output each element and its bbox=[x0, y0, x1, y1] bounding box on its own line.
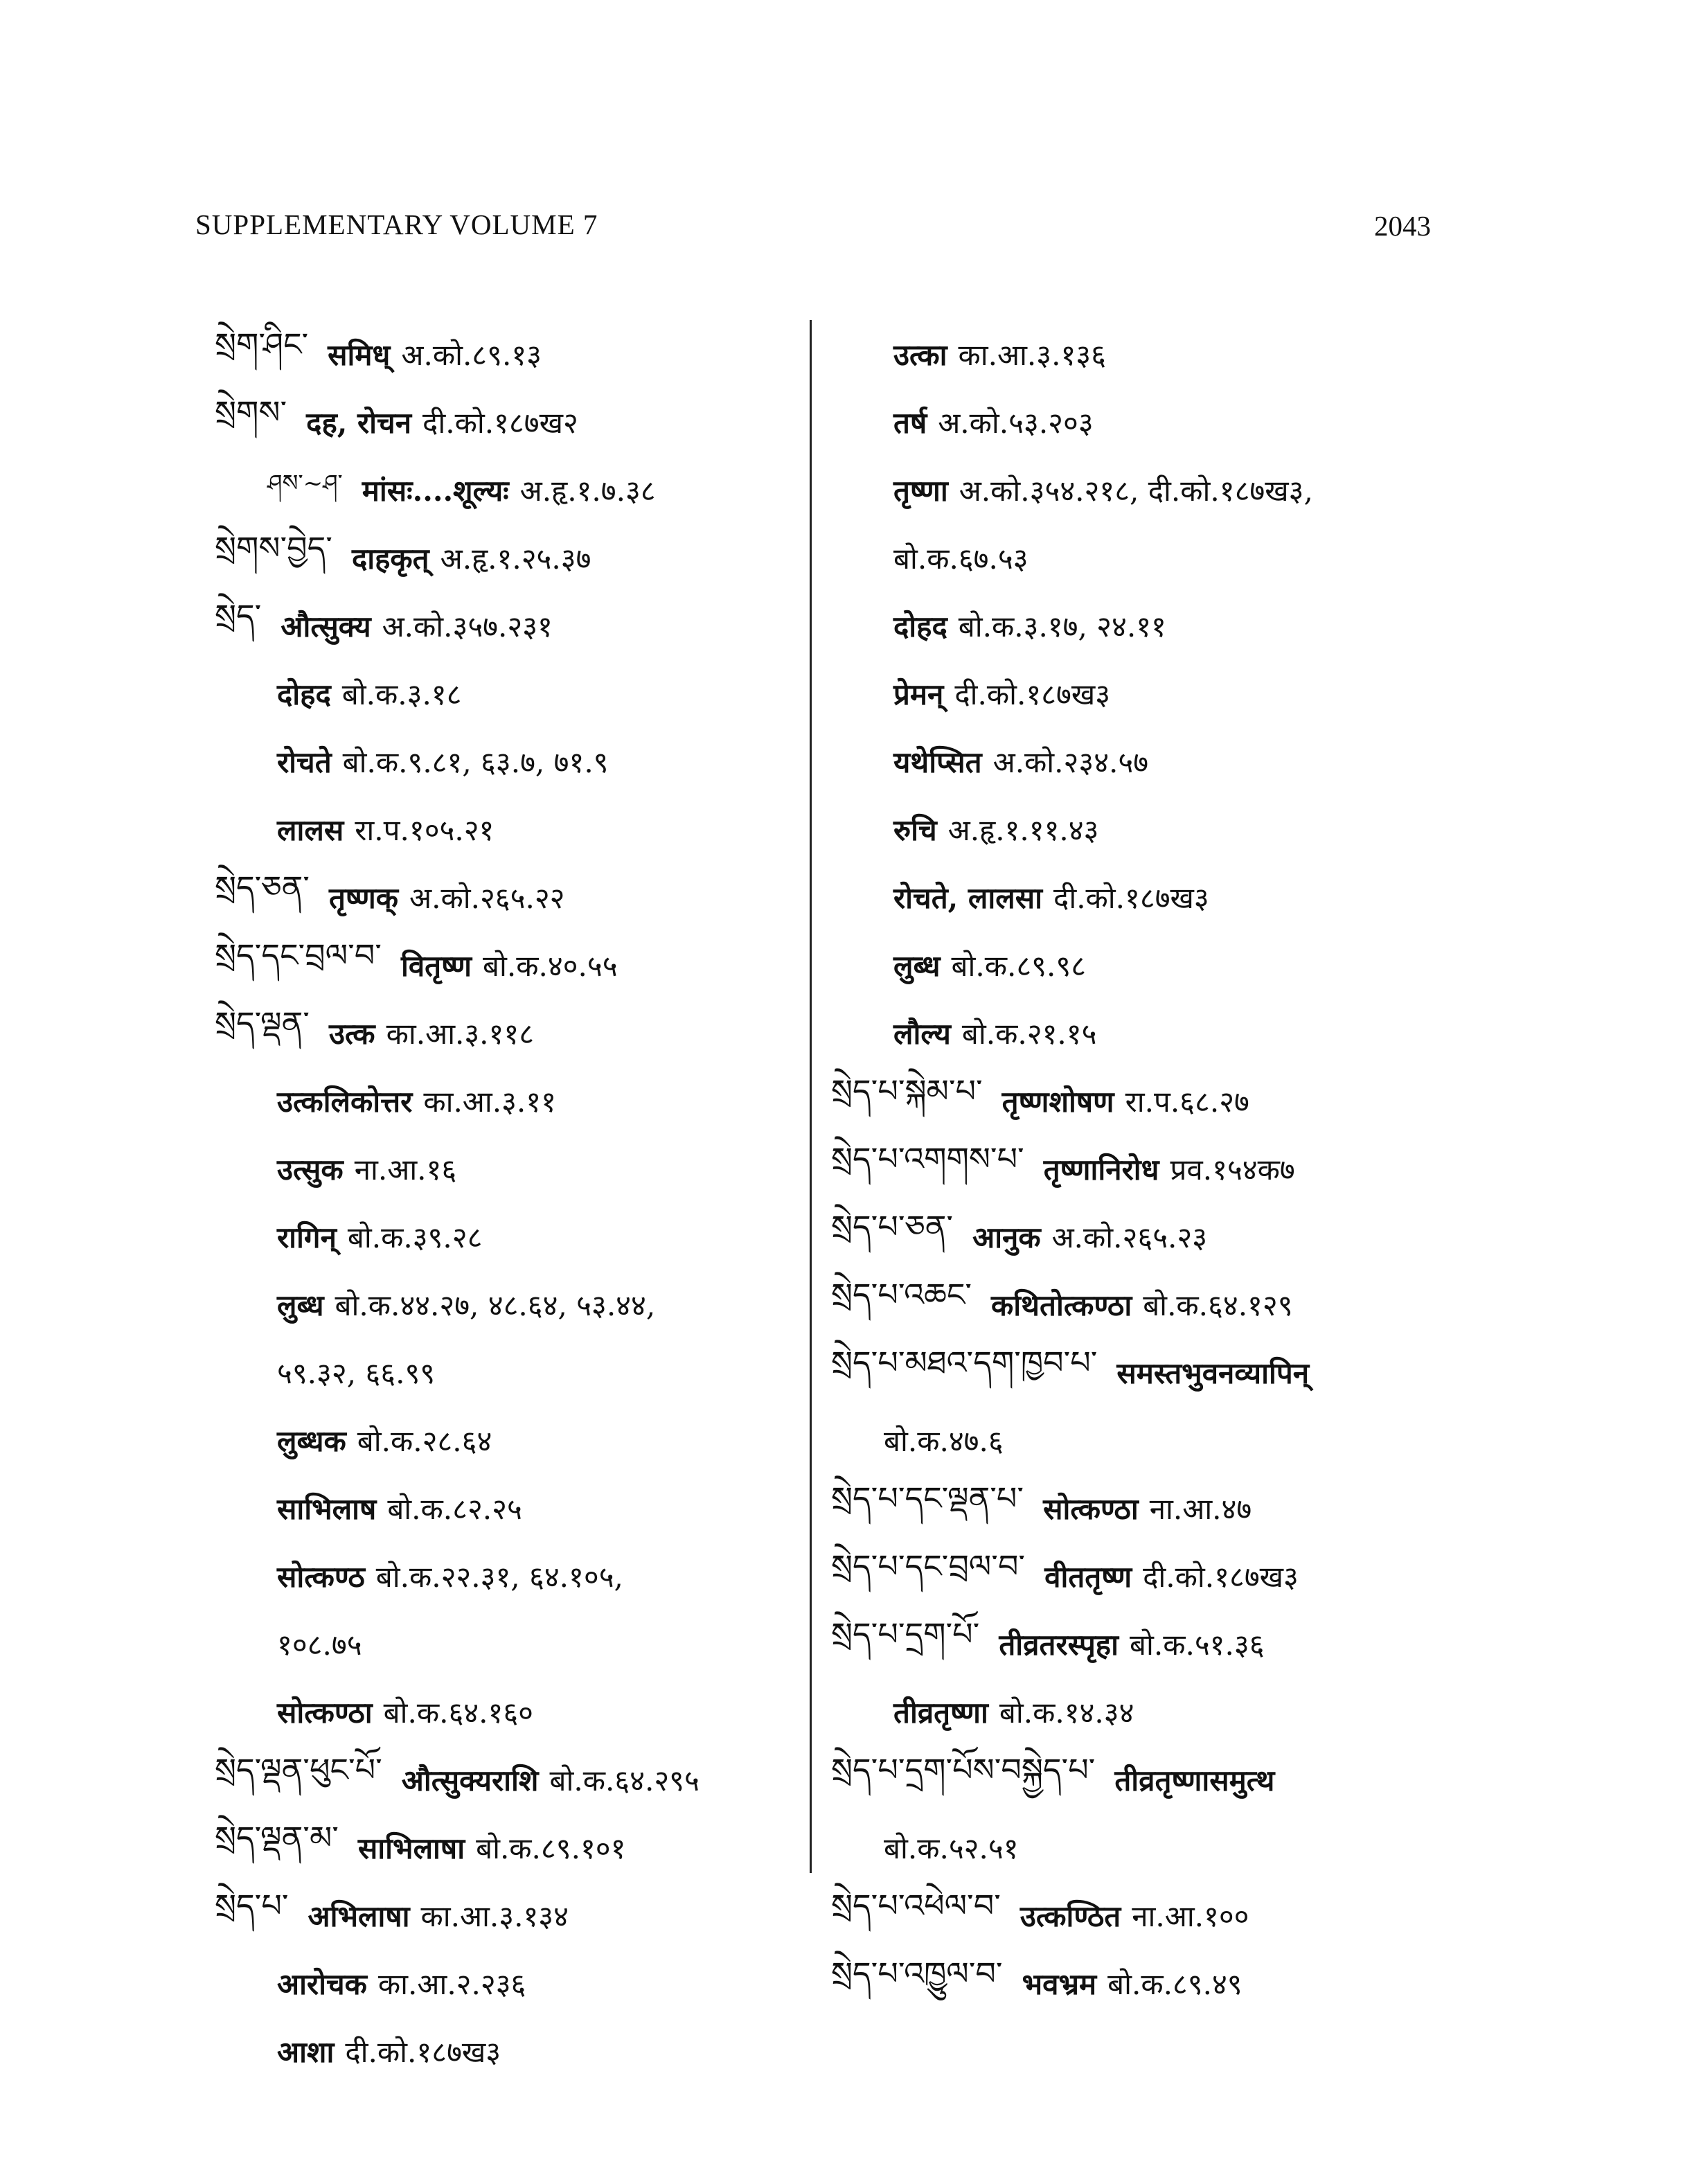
source-reference: बो.क.६७.५३ bbox=[893, 541, 1028, 576]
source-reference: ना.आ.४७ bbox=[1149, 1491, 1252, 1526]
source-reference: बो.क.८९.९८ bbox=[951, 948, 1087, 983]
source-reference: अ.हृ.१.२५.३७ bbox=[440, 541, 591, 576]
sanskrit-term: मांसः....शूल्यः bbox=[362, 473, 509, 508]
source-reference: बो.क.३.१७, २४.११ bbox=[958, 609, 1166, 643]
tibetan-headword: སྲེད་པ་ཅན་ bbox=[831, 1207, 954, 1245]
dictionary-entry-line bbox=[831, 320, 1468, 388]
dictionary-entry-line bbox=[215, 1949, 803, 2017]
source-reference: बो.क.३९.२८ bbox=[347, 1220, 483, 1254]
dictionary-entry-line bbox=[831, 931, 1468, 999]
sanskrit-term: दह, रोचन bbox=[306, 405, 412, 440]
source-reference: दी.को.१८७ख३ bbox=[1053, 880, 1209, 915]
sanskrit-term: यथेप्सित bbox=[893, 745, 982, 779]
tibetan-headword: སྲེགས་ bbox=[215, 393, 287, 431]
source-reference: बो.क.८९.१०१ bbox=[476, 1831, 626, 1865]
sanskrit-term: तृष्णशोषण bbox=[1001, 1084, 1114, 1119]
dictionary-entry-line bbox=[831, 863, 1468, 931]
tibetan-headword: སྲེད་པ་མཐའ་དག་ཁྱབ་པ་ bbox=[831, 1343, 1098, 1381]
source-reference: बो.क.५१.३६ bbox=[1130, 1627, 1265, 1662]
source-reference: का.आ.३.११८ bbox=[386, 1016, 535, 1051]
source-reference: बो.क.८२.२५ bbox=[387, 1491, 522, 1526]
source-reference: का.आ.२.२३६ bbox=[377, 1967, 526, 2001]
source-reference: ५९.३२, ६६.९९ bbox=[277, 1356, 436, 1390]
sanskrit-term: तृष्णा bbox=[893, 473, 948, 508]
source-reference: अ.को.८९.१३ bbox=[401, 337, 542, 372]
source-reference: बो.क.२८.६४ bbox=[357, 1423, 492, 1458]
source-reference: बो.क.६४.१६० bbox=[383, 1695, 534, 1730]
dictionary-entry-line bbox=[215, 999, 803, 1067]
sanskrit-term: रुचि bbox=[893, 813, 937, 847]
tibetan-headword: སྲེད་ལྡན་མ་ bbox=[215, 1818, 339, 1856]
sanskrit-term: साभिलाष bbox=[277, 1491, 377, 1526]
tibetan-headword: སྲེད་པ་སྐེམ་པ་ bbox=[831, 1072, 983, 1110]
sanskrit-term: दोहद bbox=[893, 609, 947, 643]
source-reference: अ.को.२३४.५७ bbox=[992, 745, 1149, 779]
source-reference: १०८.७५ bbox=[277, 1627, 362, 1662]
source-reference: ना.आ.१६ bbox=[354, 1152, 457, 1187]
source-reference: दी.को.१८७ख३ bbox=[345, 2034, 501, 2069]
tibetan-headword: སྲེགས་བྱེད་ bbox=[215, 529, 332, 567]
source-reference: अ.को.३५४.२१८, दी.को.१८७ख३, bbox=[959, 473, 1313, 508]
sanskrit-term: भवभ्रम bbox=[1022, 1967, 1097, 2001]
tibetan-headword: སྲེད་ bbox=[215, 596, 262, 634]
dictionary-entry-line bbox=[831, 1746, 1468, 1813]
sanskrit-term: समस्तभुवनव्यापिन् bbox=[1116, 1356, 1310, 1390]
sanskrit-term: तीव्रतरस्पृहा bbox=[999, 1627, 1119, 1662]
source-reference: बो.क.६४.१२९ bbox=[1143, 1288, 1293, 1322]
source-reference: अ.हृ.१.११.४३ bbox=[947, 813, 1099, 847]
source-reference: बो.क.५२.५१ bbox=[884, 1831, 1019, 1865]
page-number: 2043 bbox=[1374, 210, 1431, 242]
dictionary-entry-line bbox=[215, 320, 803, 388]
tibetan-headword: སྲེད་པ་འགགས་པ་ bbox=[831, 1139, 1024, 1178]
source-reference: प्रव.१५४क७ bbox=[1170, 1152, 1295, 1187]
sanskrit-term: लुब्ध bbox=[893, 948, 941, 983]
sanskrit-term: उत्सुक bbox=[277, 1152, 344, 1187]
sanskrit-term: तीव्रतृष्णा bbox=[893, 1695, 988, 1730]
tibetan-headword: སྲེད་པ་དང་ལྡན་པ་ bbox=[831, 1479, 1024, 1517]
source-reference: बो.क.२१.१५ bbox=[961, 1016, 1097, 1051]
tibetan-headword: སྲེད་ལྡན་ཕུང་པོ་ bbox=[215, 1750, 382, 1788]
source-reference: ना.आ.१०० bbox=[1132, 1899, 1249, 1933]
dictionary-entry-line bbox=[831, 727, 1468, 795]
dictionary-entry-line bbox=[831, 1338, 1468, 1406]
dictionary-entry-line bbox=[215, 1202, 803, 1270]
sanskrit-term: दोहद bbox=[277, 677, 331, 711]
dictionary-entry-line bbox=[831, 659, 1468, 727]
sanskrit-term: अभिलाषा bbox=[308, 1899, 410, 1933]
sanskrit-term: रागिन् bbox=[277, 1220, 337, 1254]
tibetan-headword: སྲེད་པ་དྲག་པོས་བསྐྱེད་པ་ bbox=[831, 1750, 1096, 1788]
sanskrit-term: वितृष्ण bbox=[400, 948, 472, 983]
dictionary-entry-line bbox=[831, 1949, 1468, 2017]
tibetan-headword: སྲེད་པ་འཕེལ་བ་ bbox=[831, 1886, 1001, 1924]
running-head: SUPPLEMENTARY VOLUME 7 bbox=[195, 208, 598, 240]
source-reference: रा.प.६८.२७ bbox=[1125, 1084, 1249, 1119]
left-column bbox=[215, 320, 803, 2085]
sanskrit-term: आशा bbox=[277, 2034, 335, 2069]
tibetan-headword: སྲེད་པ་འཆང་ bbox=[831, 1275, 972, 1313]
sanskrit-term: उत्कलिकोत्तर bbox=[277, 1084, 413, 1119]
dictionary-entry-line bbox=[215, 727, 803, 795]
sanskrit-term: लुब्धक bbox=[277, 1423, 346, 1458]
sanskrit-term: उत्कण्ठित bbox=[1019, 1899, 1121, 1933]
sanskrit-term: सोत्कण्ठ bbox=[277, 1559, 365, 1594]
source-reference: बो.क.९.८१, ६३.७, ७१.९ bbox=[342, 745, 609, 779]
dictionary-entry-line bbox=[215, 2017, 803, 2085]
source-reference: का.आ.३.११ bbox=[423, 1084, 556, 1119]
source-reference: बो.क.४७.६ bbox=[884, 1423, 1004, 1458]
source-reference: दी.को.१८७ख२ bbox=[422, 405, 578, 440]
source-reference: बो.क.३.१८ bbox=[341, 677, 462, 711]
sanskrit-term: औत्सुक्य bbox=[280, 609, 371, 643]
sanskrit-term: रोचते bbox=[277, 745, 332, 779]
source-reference: दी.को.१८७ख३ bbox=[954, 677, 1111, 711]
source-reference: का.आ.३.१३४ bbox=[420, 1899, 569, 1933]
sanskrit-term: उत्का bbox=[893, 337, 947, 372]
dictionary-entry-line bbox=[215, 659, 803, 727]
tibetan-headword: སྲེད་པ་འཁྱུལ་བ་ bbox=[831, 1954, 1003, 1992]
dictionary-entry-line bbox=[215, 524, 803, 592]
source-reference: अ.को.२६५.२२ bbox=[409, 880, 565, 915]
sanskrit-term: लालस bbox=[277, 813, 344, 847]
tibetan-headword: ཤས་~ཤ་ bbox=[267, 470, 343, 497]
sanskrit-term: आनुक bbox=[972, 1220, 1041, 1254]
dictionary-entry-line bbox=[215, 1406, 803, 1474]
sanskrit-term: आरोचक bbox=[277, 1967, 367, 2001]
sanskrit-term: तृष्णक् bbox=[328, 880, 399, 915]
sanskrit-term: लुब्ध bbox=[277, 1288, 324, 1322]
dictionary-entry-line bbox=[215, 1135, 803, 1202]
source-reference: बो.क.८९.४९ bbox=[1107, 1967, 1243, 2001]
right-column bbox=[831, 320, 1468, 2017]
dictionary-entry-line bbox=[215, 1813, 803, 1881]
dictionary-entry-line bbox=[215, 1610, 803, 1678]
dictionary-entry-line bbox=[215, 1542, 803, 1610]
tibetan-headword: སྲེད་ལྡན་ bbox=[215, 1004, 310, 1042]
sanskrit-term: सोत्कण्ठा bbox=[277, 1695, 373, 1730]
source-reference: अ.को.५३.२०३ bbox=[938, 405, 1094, 440]
column-divider bbox=[810, 320, 812, 1873]
sanskrit-term: तृष्णानिरोध bbox=[1043, 1152, 1159, 1187]
sanskrit-term: सोत्कण्ठा bbox=[1043, 1491, 1139, 1526]
dictionary-entry-line bbox=[831, 456, 1468, 524]
sanskrit-term: समिध् bbox=[328, 337, 391, 372]
sanskrit-term: लौल्य bbox=[893, 1016, 951, 1051]
sanskrit-term: कथितोत्कण्ठा bbox=[991, 1288, 1132, 1322]
dictionary-entry-line bbox=[831, 795, 1468, 863]
tibetan-headword: སྲེད་པ་དྲག་པོ་ bbox=[831, 1615, 980, 1653]
tibetan-headword: སྲེག་ཤིང་ bbox=[215, 325, 309, 363]
source-reference: अ.को.३५७.२३१ bbox=[382, 609, 553, 643]
source-reference: बो.क.४४.२७, ४८.६४, ५३.४४, bbox=[335, 1288, 656, 1322]
source-reference: बो.क.२२.३१, ६४.१०५, bbox=[375, 1559, 623, 1594]
dictionary-entry-line bbox=[831, 388, 1468, 456]
sanskrit-term: तीव्रतृष्णासमुत्थ bbox=[1114, 1763, 1275, 1797]
sanskrit-term: दाहकृत् bbox=[351, 541, 429, 576]
sanskrit-term: उत्क bbox=[328, 1016, 375, 1051]
source-reference: दी.को.१८७ख३ bbox=[1143, 1559, 1299, 1594]
tibetan-headword: སྲེད་པ་ bbox=[215, 1886, 289, 1924]
dictionary-entry-line bbox=[831, 524, 1468, 592]
tibetan-headword: སྲེད་དང་བྲལ་བ་ bbox=[215, 936, 382, 974]
source-reference: का.आ.३.१३६ bbox=[958, 337, 1106, 372]
sanskrit-term: रोचते, लालसा bbox=[893, 880, 1043, 915]
source-reference: रा.प.१०५.२१ bbox=[355, 813, 495, 847]
sanskrit-term: प्रेमन् bbox=[893, 677, 944, 711]
dictionary-entry-line bbox=[215, 1474, 803, 1542]
sanskrit-term: औत्सुक्यराशि bbox=[401, 1763, 539, 1797]
source-reference: बो.क.१४.३४ bbox=[999, 1695, 1134, 1730]
source-reference: अ.को.२६५.२३ bbox=[1051, 1220, 1208, 1254]
sanskrit-term: वीततृष्ण bbox=[1044, 1559, 1132, 1594]
dictionary-entry-line bbox=[831, 1610, 1468, 1678]
tibetan-headword: སྲེད་ཅན་ bbox=[215, 868, 310, 906]
dictionary-entry-line bbox=[831, 592, 1468, 659]
source-reference: बो.क.४०.५५ bbox=[483, 948, 618, 983]
dictionary-entry-line bbox=[215, 1270, 803, 1338]
source-reference: बो.क.६४.२९५ bbox=[549, 1763, 700, 1797]
source-reference: अ.हृ.१.७.३८ bbox=[519, 473, 656, 508]
sanskrit-term: साभिलाषा bbox=[357, 1831, 465, 1865]
dictionary-entry-line bbox=[215, 1338, 803, 1406]
tibetan-headword: སྲེད་པ་དང་བྲལ་བ་ bbox=[831, 1547, 1026, 1585]
sanskrit-term: तर्ष bbox=[893, 405, 927, 440]
